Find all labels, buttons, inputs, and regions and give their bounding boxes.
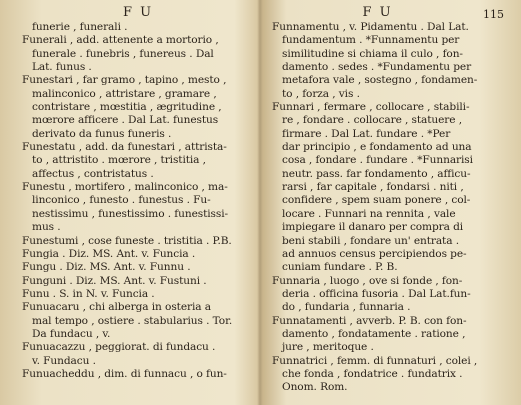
left-running-head-row	[22, 6, 254, 21]
entry-continuation-line: ad annuos census percipiendos pe-	[282, 247, 467, 260]
entry-continuation-line: mœrore afficere . Dal Lat. funestus	[32, 114, 219, 127]
entry-headword-line: Funuacheddu , dim. di funnacu , o fun-	[22, 367, 227, 380]
entry-continuation-line: neutr. pass. far fondamento , afficu-	[282, 167, 471, 180]
entry-continuation-line: Da fundacu , v.	[32, 327, 111, 340]
entry-continuation-line: rarsi , far capitale , fondarsi . niti ,	[282, 181, 464, 194]
entry-continuation-line: deria . officina fusoria . Dal Lat.fun-	[282, 287, 471, 300]
running-head: F U	[362, 5, 393, 20]
right-running-head-row	[272, 6, 504, 21]
entry-continuation-line: metafora vale , sostegno , fondamen-	[282, 74, 478, 87]
entry-continuation-line: damento . sedes . *Fundamentu per	[282, 61, 472, 74]
left-text-block	[22, 21, 254, 381]
entry-continuation-line: damento , fondatamente . ratione ,	[282, 327, 466, 340]
entry-continuation-line: impiegare il danaro per compra di	[282, 221, 464, 234]
left-page	[22, 6, 254, 381]
entry-continuation-line: contristare , mœstitia , ægritudine ,	[32, 101, 222, 114]
running-head: F U	[122, 5, 154, 20]
entry-continuation-line: v. Fundacu .	[32, 354, 96, 367]
entry-continuation-line: funerie , funerali .	[32, 21, 128, 33]
entry-continuation-line: jure , meritoque .	[282, 341, 374, 354]
entry-headword-line: Funestu , mortifero , malinconico , ma-	[22, 181, 228, 194]
entry-continuation-line: mal tempo , ostiere . stabularius . Tor.	[32, 314, 233, 327]
right-page	[272, 6, 504, 395]
entry-continuation-line: funerale . funebris , funereus . Dal	[32, 47, 214, 60]
entry-continuation-line: similitudine si chiama il culo , fon-	[282, 47, 463, 60]
entry-continuation-line: beni stabili , fondare un' entrata .	[282, 234, 459, 247]
entry-headword-line: Funestumi , cose funeste . tristitia . P.B.	[22, 234, 232, 247]
entry-continuation-line: malinconico , attristare , gramare ,	[32, 87, 217, 100]
entry-continuation-line: Lat. funus .	[32, 61, 92, 74]
entry-continuation-line: cuniam fundare . P. B.	[282, 261, 398, 274]
entry-headword-line: Funu . S. in N. v. Funcia .	[22, 287, 155, 300]
entry-headword-line: Funnari , fermare , collocare , stabili-	[272, 101, 470, 114]
entry-continuation-line: dar principio , e fondamento ad una	[282, 141, 472, 154]
entry-continuation-line: mus .	[32, 221, 61, 234]
entry-headword-line: Funerali , add. attenente a mortorio ,	[22, 34, 219, 47]
entry-headword-line: Fungu . Diz. MS. Ant. v. Funnu .	[22, 261, 191, 274]
entry-continuation-line: che fonda , fondatrice . fundatrix .	[282, 367, 463, 380]
entry-continuation-line: to , forza , vis .	[282, 87, 360, 100]
entry-headword-line: Funuacazzu , peggiorat. di fundacu .	[22, 341, 216, 354]
entry-continuation-line: do , fundaria , funnaria .	[282, 301, 411, 314]
entry-continuation-line: derivato da funus funeris .	[32, 127, 172, 140]
entry-continuation-line: linconico , funesto . funestus . Fu-	[32, 194, 211, 207]
entry-continuation-line: cosa , fondare . fundare . *Funnarisi	[282, 154, 473, 167]
entry-continuation-line: confidere , spem suam ponere , col-	[282, 194, 471, 207]
entry-continuation-line: locare . Funnari na rennita , vale	[282, 207, 456, 220]
entry-headword-line: Funnatamenti , avverb. P. B. con fon-	[272, 314, 467, 327]
entry-headword-line: Funnaria , luogo , ove si fonde , fon-	[272, 274, 463, 287]
gutter-seam	[257, 0, 263, 405]
entry-continuation-line: to , attristito . mœrore , tristitia ,	[32, 154, 206, 167]
entry-headword-line: Funnatrici , femm. di funnaturi , colei ,	[272, 354, 478, 367]
entry-continuation-line: Onom. Rom.	[282, 381, 348, 394]
entry-headword-line: Fungia . Diz. MS. Ant. v. Funcia .	[22, 247, 196, 260]
entry-headword-line: Funuacaru , chi alberga in osteria a	[22, 301, 211, 314]
entry-continuation-line: fundamentum . *Funnamentu per	[282, 34, 460, 47]
entry-continuation-line: nestissimu , funestissimo . funestissi-	[32, 207, 228, 220]
entry-continuation-line: re , fondare . collocare , statuere ,	[282, 114, 462, 127]
entry-headword-line: Funguni . Diz. MS. Ant. v. Fustuni .	[22, 274, 207, 287]
entry-continuation-line: affectus , contristatus .	[32, 167, 154, 180]
entry-headword-line: Funestari , far gramo , tapino , mesto ,	[22, 74, 227, 87]
page-number: 115	[483, 8, 504, 21]
right-text-block	[272, 21, 504, 395]
entry-continuation-line: firmare . Dal Lat. fundare . *Per	[282, 127, 451, 140]
entry-headword-line: Funestatu , add. da funestari , attrista-	[22, 141, 227, 154]
entry-headword-line: Funnamentu , v. Pidamentu . Dal Lat.	[272, 21, 469, 33]
